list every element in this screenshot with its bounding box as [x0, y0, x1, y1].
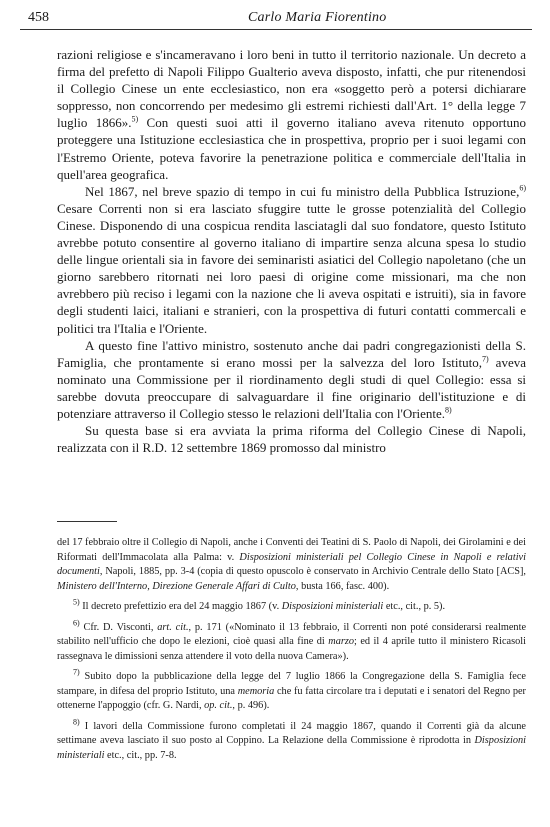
footnote-ref: 7): [481, 354, 489, 364]
page-header: [20, 8, 530, 30]
paragraph: Nel 1867, nel breve spazio di tempo in cui fu ministro della Pubblica Istruzione,$^{6)}$ Cesare Correnti non si era lasciato sfuggire tutte le grosse potenzialità del Collegio Cinese. Disponendo di una cospicua rendita lasciatagli dal suo fondatore, questo Istituto avrebbe potuto consentire al governo italiano di impartire senza alcuna spesa lo studio delle lingue orientali sia in favore dei seminaristi asiatici del Collegio napoletano (che un giorno sarebbero ritornati nei loro paesi di origine come missionari, ma che non avrebbero più reciso i legami con la nazione che li aveva ospitati e istruiti), sia in favore degli studenti laici, italiani e stranieri, con la prospettiva di futuri contatti commercali e politici tra l'Italia e l'Oriente.: [57, 183, 526, 336]
footnote-5: $^{5)}$ Il decreto prefettizio era del 24 maggio 1867 (v. Disposizioni ministeriali etc., cit., p. 5).: [73, 597, 446, 612]
footnote-ref: 6): [519, 183, 526, 193]
footnote-separator: [57, 521, 117, 522]
paragraph: A questo fine l'attivo ministro, sostenuto anche dai padri congregazionisti della S. Famiglia, che prontamente si erano mossi per la salvezza del loro Istituto,$^{7)}$ aveva nominato una Commissione per il riordinamento degli studi di quel Collegio: essa si sarebbe dovuta preoccupare di salvaguardare il fine originario dell'istituzione e di potenziare attraverso il Collegio stesso le relazioni dell'Italia con l'Oriente.$^{8)}$: [57, 337, 526, 421]
paragraph: Su questa base si era avviata la prima riforma del Collegio Cinese di Napoli, realizzata con il R.D. 12 settembre 1869 promosso dal ministro: [57, 423, 526, 456]
running-head: Carlo Maria Fiorentino: [248, 10, 387, 25]
footnote-ref: 5): [131, 115, 139, 125]
paragraph: razioni religiose e s'incameravano i loro beni in tutto il territorio nazionale. Un decreto a firma del prefetto di Napoli Filippo Gualterio aveva disposto, infatti, che pur ritenendosi il Collegio Cinese un ente ecclesiastico, non era «soggetto però a potersi dichiarare soppresso, non concorrendo per medesimo gli estremi richiesti dall'Art. 1° della legge 7 luglio 1866».$^{5)}$ Con questi suoi atti il governo italiano aveva ritenuto opportuno proteggere una Istituzione ecclesiastica che in prospettiva, proprio per i suoi legami con l'Estremo Oriente, poteva favorire la penetrazione politica e commerciale dell'Italia in quell'area geografica.: [57, 47, 527, 182]
footnote-8: $^{8)}$ I lavori della Commissione furono completati il 24 maggio 1867, quando il Correnti già da alcune settimane aveva lasciato il suo posto al Coppino. La Relazione della Commissione è riprodotta in Disposizioni ministeriali etc., cit., pp. 7-8.: [57, 717, 526, 761]
footnote-continued: del 17 febbraio oltre il Collegio di Napoli, anche i Conventi dei Teatini di S. Paolo di Napoli, dei Girolamini e dei Riformati dell'Immacolata alla Palma: v. Disposizioni ministeriali pel Collegio Cinese in Napoli e relativi documenti, Napoli, 1885, pp. 3-4 (copia di questo opuscolo è conservato in Archivio Centrale dello Stato [ACS], Ministero dell'Interno, Direzione Generale Affari di Culto, busta 166, fasc. 400).: [57, 537, 526, 592]
footnote-7: $^{7)}$ Subito dopo la pubblicazione della legge del 7 luglio 1866 la Congregazione della S. Famiglia fece stampare, in difesa del proprio Istituto, una memoria che fu fatta circolare tra i deputati e i senatori del Regno per ottenerne l'appoggio (cfr. G. Nardi, op. cit., p. 496).: [57, 667, 526, 711]
footnote-6: $^{6)}$ Cfr. D. Visconti, art. cit., p. 171 («Nominato il 13 febbraio, il Correnti non poté considerarsi realmente stabilito nell'ufficio che dopo le elezioni, cioè quasi alla fine di marzo; ed il 4 aprile tutto il ministero Ricasoli rassegnava le dimissioni senza attendere il voto della nuova Camera»).: [57, 618, 527, 662]
page-number: 458: [28, 10, 49, 25]
header-rule: [20, 29, 532, 30]
footnotes: [57, 536, 526, 769]
footnote-ref: 8): [445, 405, 452, 415]
main-text: [57, 46, 526, 456]
